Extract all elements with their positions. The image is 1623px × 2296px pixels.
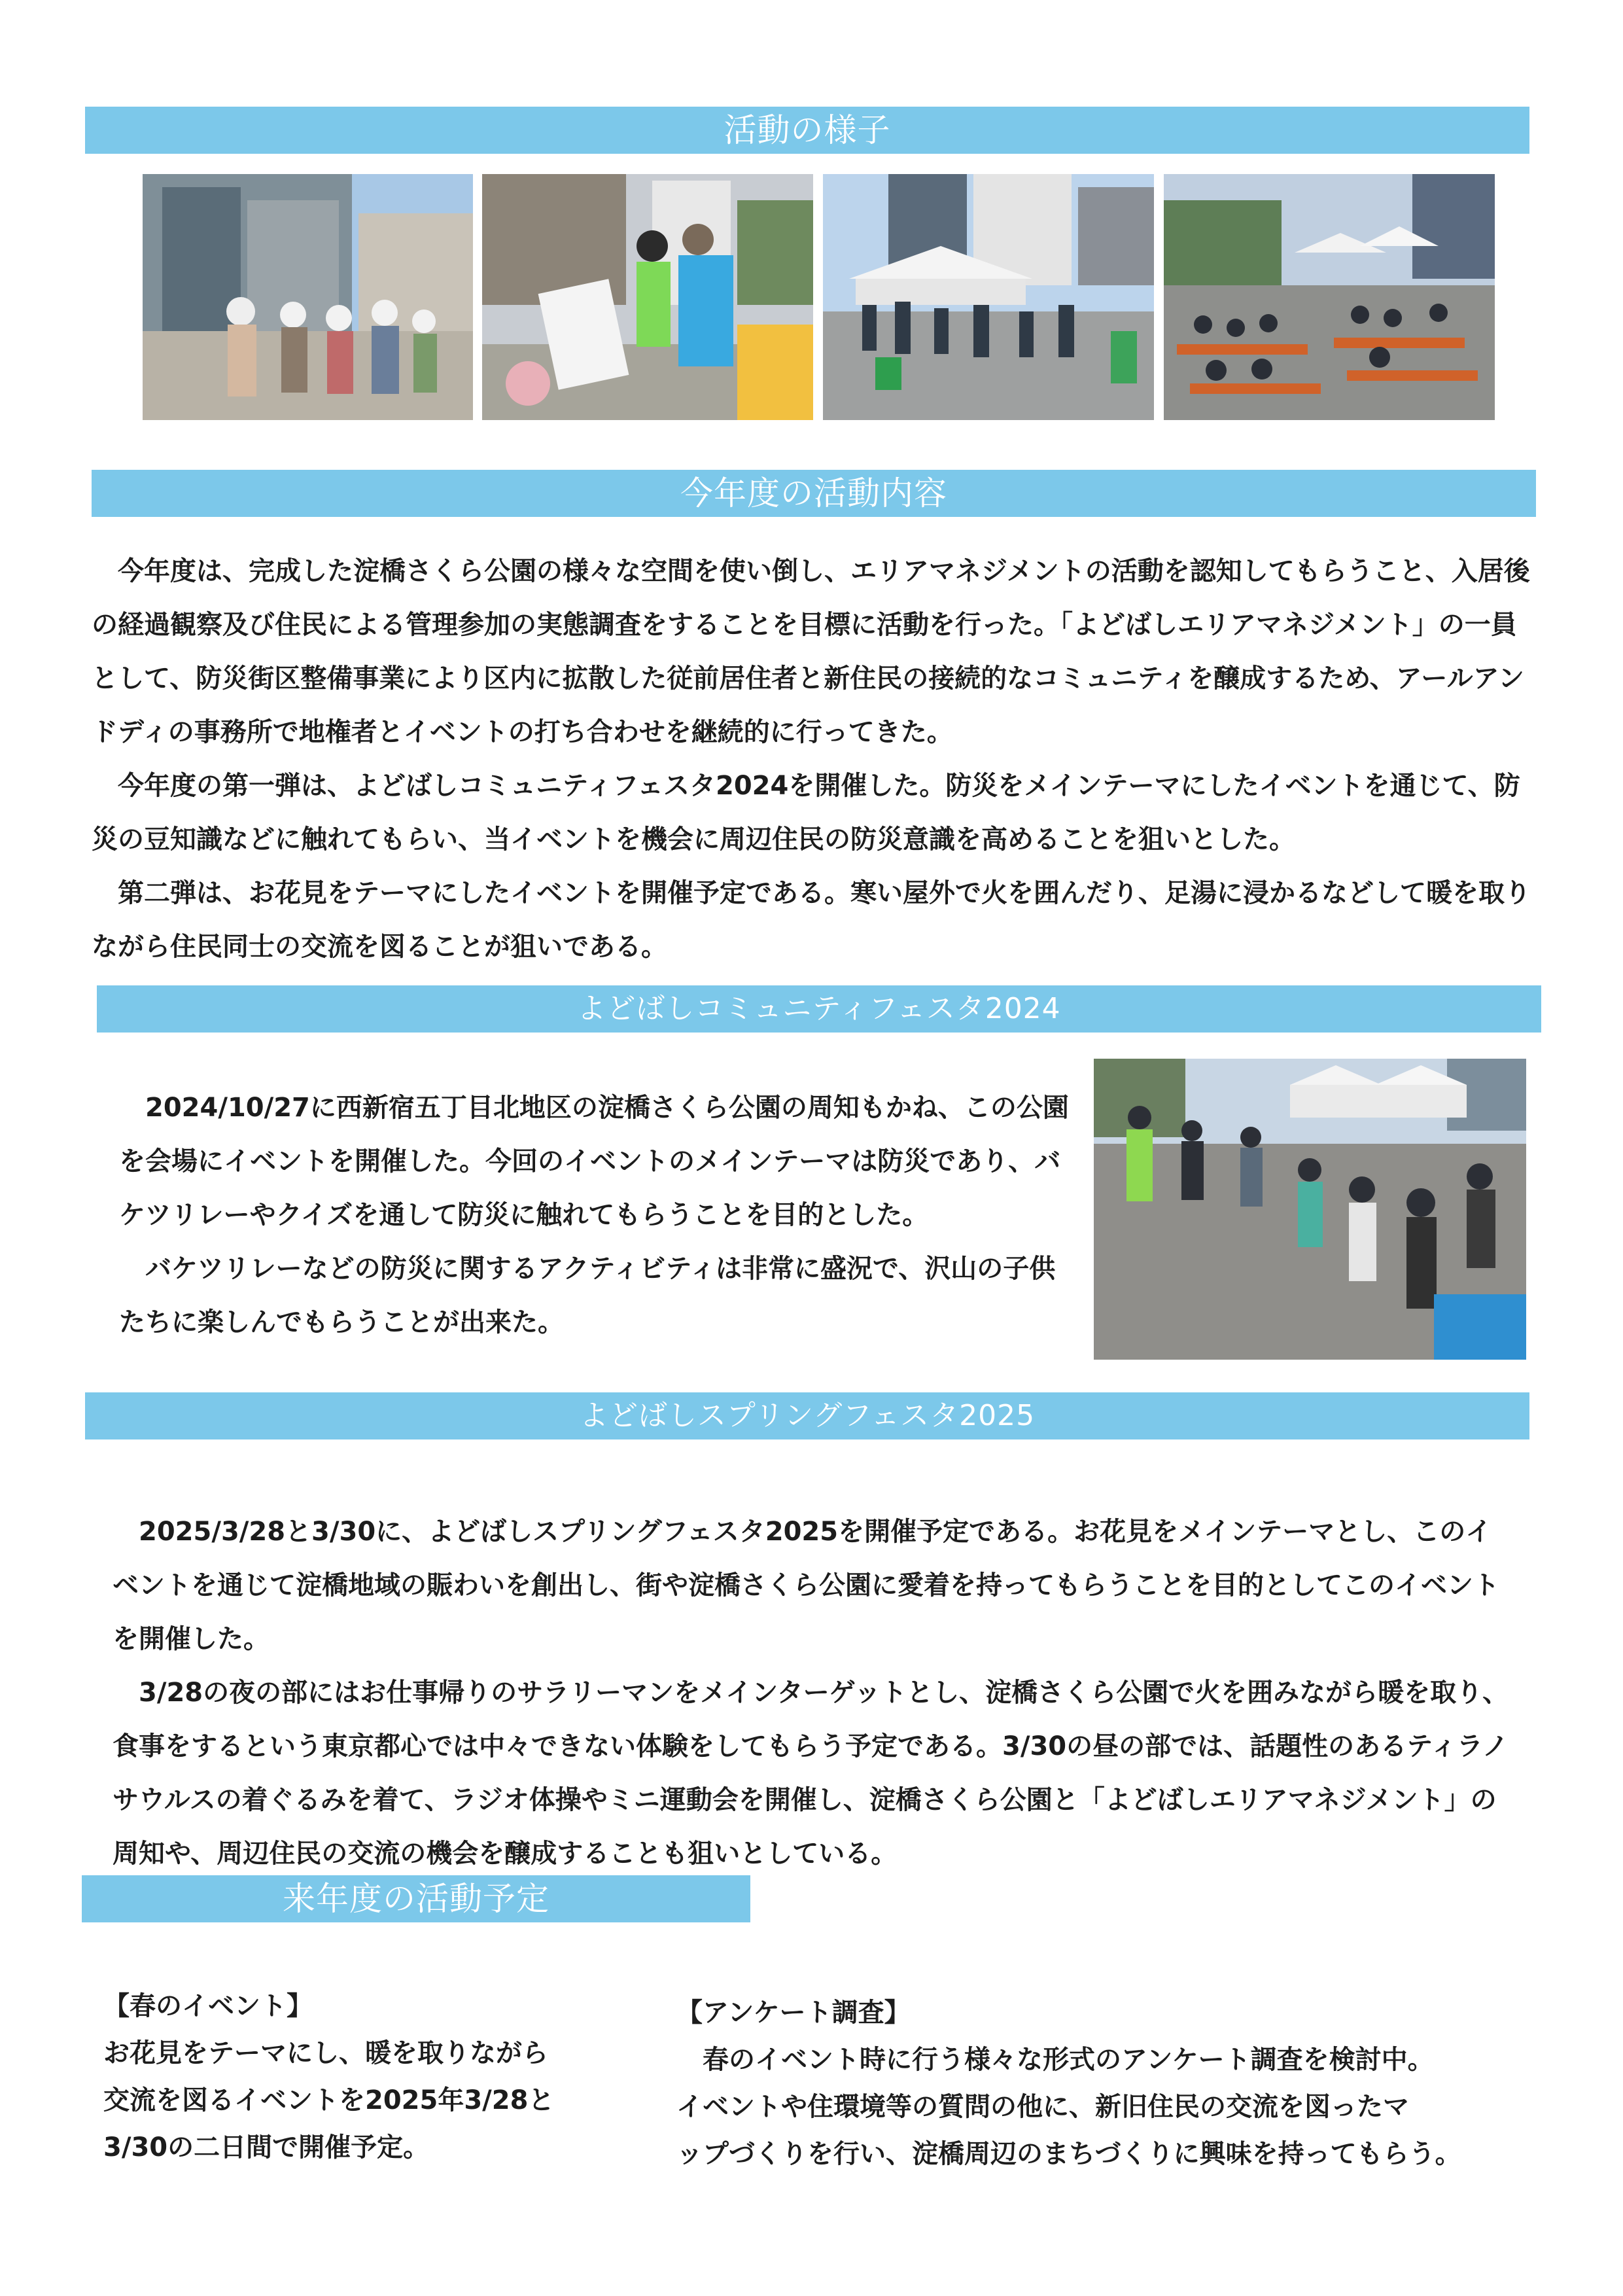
community-festa-body <box>119 1081 1074 1349</box>
photo-site-tour <box>143 174 473 420</box>
spring-line-3: 3/30の二日間で開催予定。 <box>103 2132 430 2163</box>
survey-heading: 【アンケート調査】 <box>676 1998 911 2028</box>
spring-festa-body <box>113 1505 1512 1881</box>
spring-line-1: お花見をテーマにし、暖を取りながら <box>103 2038 548 2068</box>
next-year-spring-column <box>103 1983 640 2171</box>
section-title-next-year: 来年度の活動予定 <box>82 1875 750 1922</box>
spring-line-2: 交流を図るイベントを2025年3/28と <box>103 2085 555 2115</box>
section-title-this-year: 今年度の活動内容 <box>92 470 1536 517</box>
next-year-survey-column <box>676 1989 1527 2178</box>
photo-tent-event <box>823 174 1154 420</box>
spring-heading: 【春のイベント】 <box>103 1991 313 2021</box>
section-title-spring-festa: よどばしスプリングフェスタ2025 <box>85 1392 1529 1439</box>
spring-festa-paragraph-2: 3/28の夜の部にはお仕事帰りのサラリーマンをメインターゲットとし、淀橋さくら公園で火を囲みながら暖を取り、食事をするという東京都心では中々できない体験をしてもらう予定である。3/30の昼の部では、話題性のあるティラノサウルスの着ぐるみを着て、ラジオ体操やミニ運動会を開催し、淀橋さくら公園と「よどばしエリアマネジメント」の周知や、周辺住民の交流の機会を醸成することも狙いとしている。 <box>113 1678 1509 1869</box>
this-year-paragraph-1: 今年度は、完成した淀橋さくら公園の様々な空間を使い倒し、エリアマネジメントの活動を認知してもらうこと、入居後の経過観察及び住民による管理参加の実態調査をすることを目標に活動を行った。「よどばしエリアマネジメント」の一員として、防災街区整備事業により区内に拡散した従前居住者と新住民の接続的なコミュニティを醸成するため、アールアンドディの事務所で地権者とイベントの打ち合わせを継続的に行ってきた。 <box>92 556 1530 747</box>
this-year-body <box>92 544 1537 974</box>
this-year-paragraph-3: 第二弾は、お花見をテーマにしたイベントを開催予定である。寒い屋外で火を囲んだり、足湯に浸かるなどして暖を取りながら住民同士の交流を図ることが狙いである。 <box>92 878 1531 962</box>
survey-line-2: イベントや住環境等の質問の他に、新旧住民の交流を図ったマ <box>676 2092 1409 2122</box>
photo-bucket-relay <box>1094 1059 1526 1360</box>
this-year-paragraph-2: 今年度の第一弾は、よどばしコミュニティフェスタ2024を開催した。防災をメインテーマにしたイベントを通じて、防災の豆知識などに触れてもらい、当イベントを機会に周辺住民の防災意識を高めることを狙いとした。 <box>92 771 1520 855</box>
spring-festa-paragraph-1: 2025/3/28と3/30に、よどばしスプリングフェスタ2025を開催予定である。お花見をメインテーマとし、このイベントを通じて淀橋地域の賑わいを創出し、街や淀橋さくら公園に愛着を持ってもらうことを目的としてこのイベントを開催した。 <box>113 1517 1499 1654</box>
section-title-community-festa: よどばしコミュニティフェスタ2024 <box>97 985 1541 1033</box>
photo-bench-crowd <box>1164 174 1495 420</box>
community-festa-paragraph-2: バケツリレーなどの防災に関するアクティビティは非常に盛況で、沢山の子供たちに楽しんでもらうことが出来た。 <box>119 1254 1056 1337</box>
community-festa-paragraph-1: 2024/10/27に西新宿五丁目北地区の淀橋さくら公園の周知もかね、この公園を会場にイベントを開催した。今回のイベントのメインテーマは防災であり、バケツリレーやクイズを通して防災に触れてもらうことを目的とした。 <box>119 1093 1069 1230</box>
survey-line-3: ップづくりを行い、淀橋周辺のまちづくりに興味を持ってもらう。 <box>676 2139 1461 2169</box>
photo-briefing <box>482 174 813 420</box>
section-title-activities: 活動の様子 <box>85 107 1529 154</box>
survey-line-1: 春のイベント時に行う様々な形式のアンケート調査を検討中。 <box>703 2045 1434 2075</box>
